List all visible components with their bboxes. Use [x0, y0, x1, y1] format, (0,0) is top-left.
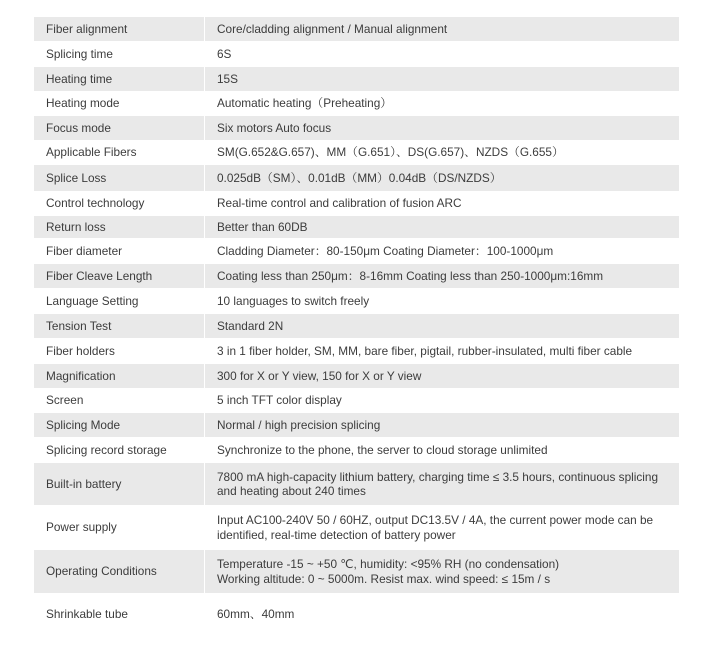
spec-label: Splicing record storage	[46, 442, 167, 457]
spec-value: Coating less than 250μm：8-16mm Coating less than 250-1000μm:16mm	[204, 264, 679, 288]
spec-label: Fiber holders	[46, 343, 115, 358]
spec-label: Applicable Fibers	[46, 145, 137, 160]
table-row	[34, 289, 679, 314]
spec-value: 5 inch TFT color display	[204, 389, 679, 412]
spec-label: Heating mode	[46, 96, 120, 111]
spec-label: Tension Test	[46, 318, 112, 333]
spec-value: 300 for X or Y view, 150 for X or Y view	[204, 364, 679, 388]
spec-label: Focus mode	[46, 120, 111, 135]
spec-value: 6S	[204, 42, 679, 66]
spec-label: Fiber alignment	[46, 21, 128, 36]
spec-value: 3 in 1 fiber holder, SM, MM, bare fiber, pigtail, rubber-insulated, multi fiber cable	[204, 339, 679, 363]
table-row	[34, 389, 679, 413]
table-row	[34, 17, 679, 42]
table-row	[34, 216, 679, 239]
table-row	[34, 314, 679, 339]
spec-value: Real-time control and calibration of fusion ARC	[204, 192, 679, 215]
spec-value: Normal / high precision splicing	[204, 413, 679, 437]
spec-label: Splicing time	[46, 46, 113, 61]
table-row	[34, 264, 679, 289]
table-row	[34, 239, 679, 264]
table-row	[34, 92, 679, 116]
spec-label: Screen	[46, 393, 84, 408]
table-row	[34, 42, 679, 67]
spec-value: Standard 2N	[204, 314, 679, 338]
table-row	[34, 165, 679, 192]
spec-label: Return loss	[46, 219, 106, 234]
table-row	[34, 594, 679, 636]
spec-value: 15S	[204, 67, 679, 91]
spec-value: 0.025dB（SM）、0.01dB（MM）0.04dB（DS/NZDS）	[204, 165, 679, 191]
spec-value-line: Working altitude: 0 ~ 5000m. Resist max. wind speed: ≤ 15m / s	[217, 571, 551, 586]
spec-value: Automatic heating（Preheating）	[204, 92, 679, 115]
spec-value: Core/cladding alignment / Manual alignment	[204, 17, 679, 41]
spec-value: SM(G.652&G.657)、MM（G.651）、DS(G.657)、NZDS（G.655）	[204, 141, 679, 164]
table-row	[34, 141, 679, 165]
spec-value: Cladding Diameter：80-150μm Coating Diameter：100-1000μm	[204, 239, 679, 263]
table-row	[34, 116, 679, 141]
table-row	[34, 506, 679, 550]
spec-label: Splicing Mode	[46, 417, 121, 432]
spec-value: Six motors Auto focus	[204, 116, 679, 140]
table-row	[34, 67, 679, 92]
spec-value: 60mm、40mm	[204, 594, 679, 635]
spec-table	[34, 17, 679, 636]
spec-value: Synchronize to the phone, the server to cloud storage unlimited	[204, 438, 679, 462]
spec-label: Control technology	[46, 196, 145, 211]
spec-value: 7800 mA high-capacity lithium battery, charging time ≤ 3.5 hours, continuous splicing and heating about 240 times	[204, 463, 679, 505]
spec-label: Shrinkable tube	[46, 607, 128, 622]
table-row	[34, 463, 679, 506]
spec-label: Built-in battery	[46, 476, 122, 491]
spec-value-line: Temperature -15 ~ +50 ℃, humidity: <95% RH (no condensation)	[217, 557, 560, 572]
table-row	[34, 364, 679, 389]
spec-label: Splice Loss	[46, 170, 107, 185]
table-row	[34, 192, 679, 216]
table-row	[34, 550, 679, 594]
spec-value	[204, 550, 679, 593]
table-row	[34, 438, 679, 463]
spec-label: Heating time	[46, 71, 113, 86]
spec-label: Operating Conditions	[46, 564, 157, 579]
spec-label: Magnification	[46, 368, 116, 383]
table-row	[34, 339, 679, 364]
table-row	[34, 413, 679, 438]
spec-label: Language Setting	[46, 293, 139, 308]
spec-value: Input AC100-240V 50 / 60HZ, output DC13.5V / 4A, the current power mode can be identified, real-time detection of battery power	[204, 506, 679, 549]
spec-label: Fiber diameter	[46, 243, 123, 258]
spec-label: Fiber Cleave Length	[46, 268, 153, 283]
spec-label: Power supply	[46, 520, 117, 535]
spec-value: 10 languages to switch freely	[204, 289, 679, 313]
spec-value: Better than 60DB	[204, 216, 679, 238]
